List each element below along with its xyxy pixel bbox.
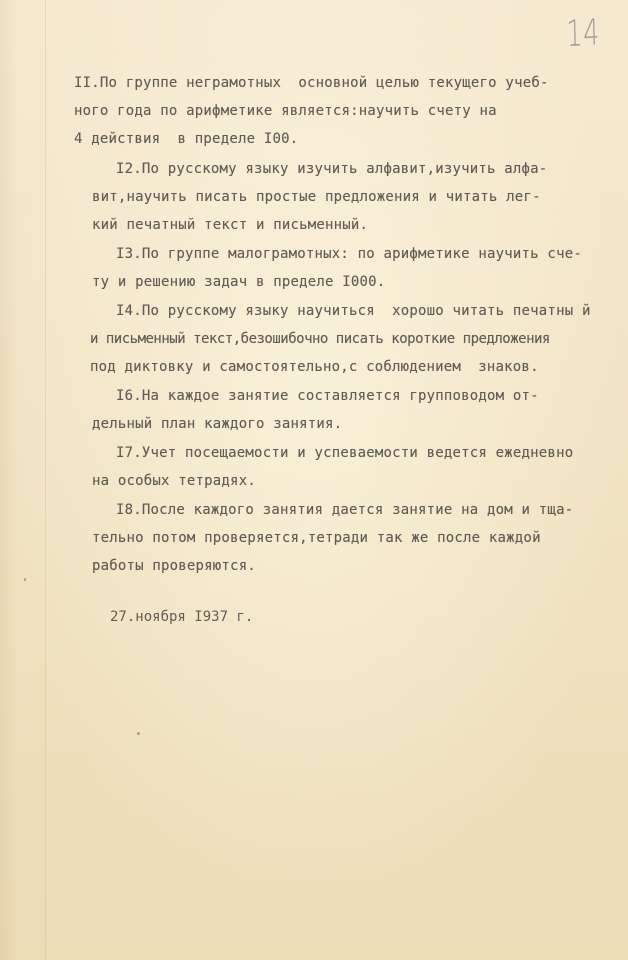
paragraph-14-line-2: и письменный текст,безошибочно писать короткие предложения bbox=[90, 331, 550, 347]
page-number: 14 bbox=[566, 12, 601, 55]
paragraph-16-line-1: I6.На каждое занятие составляется групповодом от- bbox=[116, 388, 539, 404]
paragraph-13-line-2: ту и решению задач в пределе I000. bbox=[92, 274, 386, 290]
paragraph-13-line-1: I3.По группе малограмотных: по арифметике научить сче- bbox=[116, 246, 582, 262]
paper-speck bbox=[24, 578, 26, 581]
paragraph-18-line-2: тельно потом проверяется,тетради так же после каждой bbox=[92, 530, 541, 546]
paragraph-12-line-3: кий печатный текст и письменный. bbox=[92, 217, 369, 233]
paragraph-11-line-3: 4 действия в пределе I00. bbox=[74, 131, 299, 147]
paragraph-14-line-3: под диктовку и самостоятельно,с соблюдением знаков. bbox=[90, 359, 539, 375]
paragraph-11-line-1: II.По группе неграмотных основной целью текущего учеб- bbox=[74, 75, 549, 91]
paragraph-12-line-2: вит,научить писать простые предложения и читать лег- bbox=[92, 189, 541, 205]
paragraph-18-line-1: I8.После каждого занятия дается занятие на дом и тща- bbox=[116, 502, 574, 518]
paragraph-11-line-2: ного года по арифметике является:научить счету на bbox=[74, 103, 497, 119]
paragraph-17-line-1: I7.Учет посещаемости и успеваемости ведется ежедневно bbox=[116, 445, 574, 461]
paragraph-12-line-1: I2.По русскому языку изучить алфавит,изучить алфа- bbox=[116, 161, 548, 177]
paper-speck bbox=[137, 732, 140, 735]
page-fold-line bbox=[45, 0, 46, 960]
paragraph-16-line-2: дельный план каждого занятия. bbox=[92, 416, 343, 432]
document-date: 27.ноября I937 г. bbox=[110, 609, 254, 625]
paragraph-17-line-2: на особых тетрадях. bbox=[92, 473, 256, 489]
paragraph-18-line-3: работы проверяются. bbox=[92, 558, 256, 574]
paragraph-14-line-1: I4.По русскому языку научиться хорошо читать печатны й bbox=[116, 303, 591, 319]
